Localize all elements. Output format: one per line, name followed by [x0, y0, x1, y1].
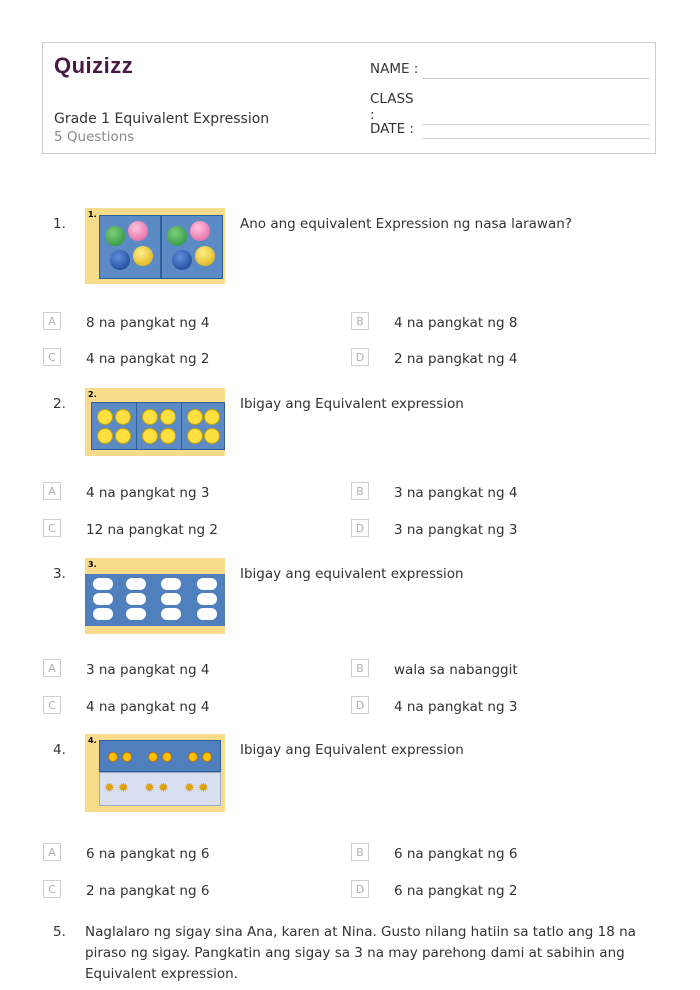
option-letter: D: [351, 348, 369, 366]
question-count: 5 Questions: [54, 129, 135, 145]
smiley-icon: [160, 428, 176, 444]
smiley-icon: [97, 428, 113, 444]
sun-star-icon: ✹: [198, 781, 209, 796]
sun-star-icon: ✹: [158, 781, 169, 796]
sun-star-icon: ✹: [144, 781, 155, 796]
sun-star-icon: ✹: [184, 781, 195, 796]
option-text: 8 na pangkat ng 4: [86, 315, 210, 331]
option-letter: B: [351, 482, 369, 500]
option-letter: A: [43, 843, 61, 861]
smiley-icon: [204, 428, 220, 444]
green-ball-icon: [105, 226, 125, 246]
option-letter: C: [43, 880, 61, 898]
smiley-icon: [160, 409, 176, 425]
option-text: 3 na pangkat ng 4: [86, 662, 210, 678]
class-field[interactable]: [370, 91, 650, 123]
question-image-balls: [85, 208, 225, 284]
name-label: NAME :: [370, 61, 419, 77]
cloud-icon: [93, 608, 113, 620]
question-number: 3.: [53, 566, 66, 582]
sun-icon: [122, 752, 132, 762]
smiley-group-panel: [91, 402, 137, 450]
cloud-icon: [161, 608, 181, 620]
question-number: 2.: [53, 396, 66, 412]
cloud-icon: [197, 578, 217, 590]
smiley-icon: [142, 428, 158, 444]
option-letter: A: [43, 659, 61, 677]
option-text: 6 na pangkat ng 6: [86, 846, 210, 862]
option-text: 3 na pangkat ng 3: [394, 522, 518, 538]
cloud-icon: [93, 578, 113, 590]
option-text: 4 na pangkat ng 4: [86, 699, 210, 715]
cloud-icon: [126, 608, 146, 620]
option-text: 2 na pangkat ng 4: [394, 351, 518, 367]
question-text: Naglalaro ng sigay sina Ana, karen at Nina. Gusto nilang hatiin sa tatlo ang 18 na piraso ng sigay. Pangkatin ang sigay sa 3 na may parehong dami at sabihin ang Equivalent expression.: [85, 924, 636, 982]
cloud-panel: [85, 574, 225, 626]
option-letter: C: [43, 519, 61, 537]
smiley-icon: [142, 409, 158, 425]
option-letter: B: [351, 843, 369, 861]
option-letter: A: [43, 312, 61, 330]
smiley-icon: [97, 409, 113, 425]
yellow-ball-icon: [195, 246, 215, 266]
smiley-icon: [115, 428, 131, 444]
option-letter: D: [351, 696, 369, 714]
cloud-icon: [161, 593, 181, 605]
class-label: CLASS :: [370, 91, 414, 123]
option-letter: C: [43, 348, 61, 366]
name-field[interactable]: [370, 61, 650, 77]
option-text: 4 na pangkat ng 8: [394, 315, 518, 331]
smiley-group-panel: [181, 402, 225, 450]
option-text: 3 na pangkat ng 4: [394, 485, 518, 501]
image-label: 2.: [88, 390, 97, 399]
question-image-smileys: [85, 388, 225, 456]
cloud-icon: [93, 593, 113, 605]
image-label: 3.: [88, 560, 97, 569]
sun-row-panel: [99, 740, 221, 772]
date-label: DATE :: [370, 121, 414, 137]
option-text: 6 na pangkat ng 2: [394, 883, 518, 899]
option-letter: B: [351, 312, 369, 330]
worksheet-header: [42, 42, 656, 154]
option-letter: D: [351, 880, 369, 898]
cloud-icon: [161, 578, 181, 590]
question-number: 5.: [53, 924, 66, 940]
blue-ball-icon: [110, 250, 130, 270]
cloud-icon: [197, 593, 217, 605]
quizizz-logo: Quizizz: [54, 53, 134, 78]
smiley-icon: [187, 409, 203, 425]
option-letter: A: [43, 482, 61, 500]
question-text: Ibigay ang Equivalent expression: [240, 396, 464, 412]
option-text: 6 na pangkat ng 6: [394, 846, 518, 862]
star-row-panel: [99, 772, 221, 806]
option-text: 12 na pangkat ng 2: [86, 522, 219, 538]
question-number: 4.: [53, 742, 66, 758]
option-text: 4 na pangkat ng 3: [86, 485, 210, 501]
cloud-icon: [197, 608, 217, 620]
sun-star-icon: ✹: [104, 781, 115, 796]
image-label: 1.: [88, 210, 97, 219]
question-text: Ano ang equivalent Expression ng nasa larawan?: [240, 216, 572, 232]
sun-icon: [162, 752, 172, 762]
sun-icon: [108, 752, 118, 762]
question-text: Ibigay ang equivalent expression: [240, 566, 464, 582]
question-text: Ibigay ang Equivalent expression: [240, 742, 464, 758]
smiley-icon: [204, 409, 220, 425]
worksheet-title: Grade 1 Equivalent Expression: [54, 111, 270, 127]
pink-ball-icon: [190, 221, 210, 241]
option-text: 2 na pangkat ng 6: [86, 883, 210, 899]
option-text: 4 na pangkat ng 3: [394, 699, 518, 715]
ball-group-panel: [161, 215, 223, 279]
image-label: 4.: [88, 736, 97, 745]
sun-star-icon: ✹: [118, 781, 129, 796]
ball-group-panel: [99, 215, 161, 279]
yellow-ball-icon: [133, 246, 153, 266]
date-field[interactable]: [370, 121, 650, 137]
sun-icon: [188, 752, 198, 762]
option-letter: C: [43, 696, 61, 714]
question-image-suns: [85, 734, 225, 812]
green-ball-icon: [167, 226, 187, 246]
blue-ball-icon: [172, 250, 192, 270]
smiley-icon: [187, 428, 203, 444]
option-text: wala sa nabanggit: [394, 662, 518, 678]
smiley-icon: [115, 409, 131, 425]
question-image-clouds: [85, 558, 225, 634]
cloud-icon: [126, 578, 146, 590]
cloud-icon: [126, 593, 146, 605]
sun-icon: [148, 752, 158, 762]
option-letter: B: [351, 659, 369, 677]
option-text: 4 na pangkat ng 2: [86, 351, 210, 367]
question-number: 1.: [53, 216, 66, 232]
smiley-group-panel: [136, 402, 182, 450]
pink-ball-icon: [128, 221, 148, 241]
option-letter: D: [351, 519, 369, 537]
sun-icon: [202, 752, 212, 762]
